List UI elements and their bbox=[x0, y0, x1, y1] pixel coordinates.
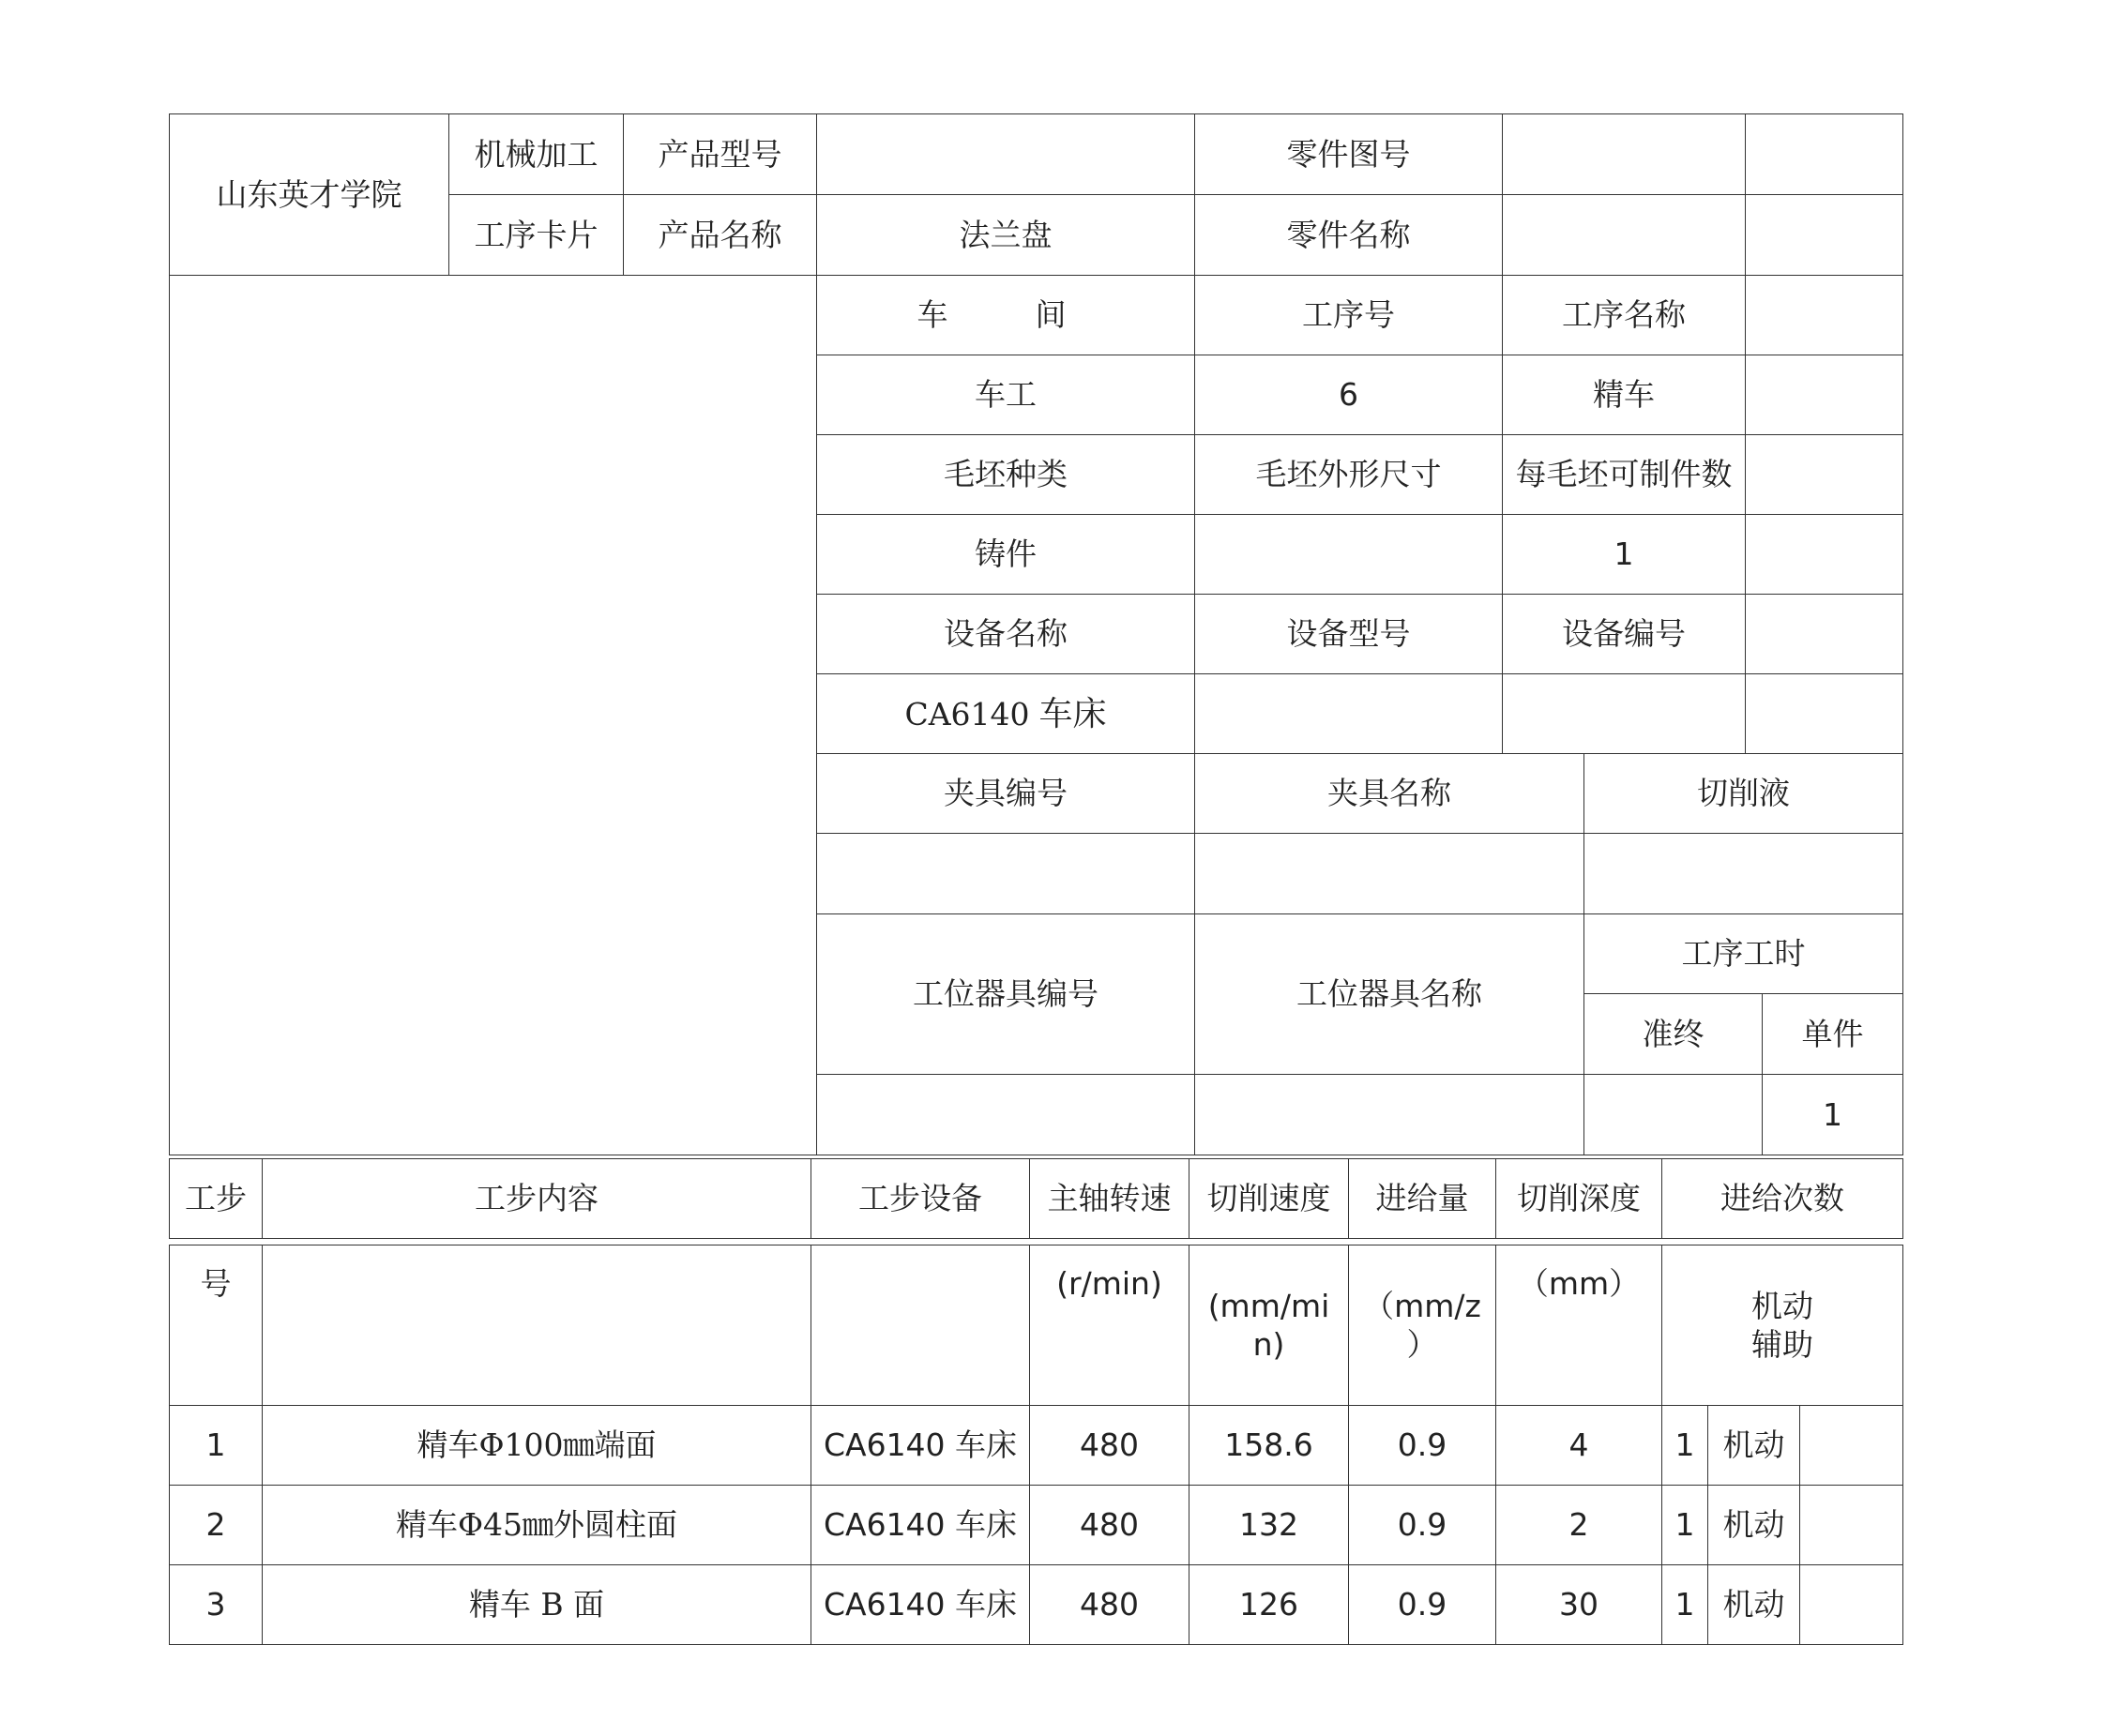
step-depth: 2 bbox=[1496, 1486, 1662, 1565]
col-passes-title: 进给次数 bbox=[1662, 1159, 1903, 1239]
step-passes: 1 bbox=[1662, 1486, 1708, 1565]
part-drawing-label: 零件图号 bbox=[1195, 114, 1503, 195]
info-blank-cell bbox=[1746, 515, 1903, 595]
process-steps-table bbox=[169, 1245, 1903, 1645]
unit-blank-cell bbox=[811, 1245, 1030, 1406]
step-mode: 机动 bbox=[1708, 1565, 1800, 1645]
passes-sub-header bbox=[1662, 1245, 1903, 1406]
passes-sub-machine: 机动 bbox=[1751, 1287, 1813, 1324]
step-passes: 1 bbox=[1662, 1406, 1708, 1486]
step-equipment: CA6140 车床 bbox=[811, 1486, 1030, 1565]
step-feed: 0.9 bbox=[1349, 1486, 1496, 1565]
school-name: 山东英才学院 bbox=[170, 114, 449, 276]
step-mode: 机动 bbox=[1708, 1486, 1800, 1565]
prep-time-value bbox=[1584, 1075, 1763, 1155]
fixture-no-value bbox=[817, 834, 1195, 914]
equipment-no-label: 设备编号 bbox=[1503, 595, 1746, 674]
step-depth: 4 bbox=[1496, 1406, 1662, 1486]
process-no-label: 工序号 bbox=[1195, 276, 1503, 355]
step-equipment: CA6140 车床 bbox=[811, 1406, 1030, 1486]
col-spindle-speed-title: 主轴转速 bbox=[1030, 1159, 1189, 1239]
step-title-row bbox=[169, 1158, 1903, 1239]
step-speed: 480 bbox=[1030, 1406, 1189, 1486]
equipment-model-code: CA6140 bbox=[904, 695, 1030, 732]
feed-unit-line-1: （mm/z bbox=[1363, 1287, 1481, 1324]
process-name-value: 精车 bbox=[1503, 355, 1746, 435]
station-tool-no-label: 工位器具编号 bbox=[817, 914, 1195, 1075]
step-extra-blank bbox=[1800, 1406, 1903, 1486]
info-blank-cell bbox=[1746, 595, 1903, 674]
step-extra-blank bbox=[1800, 1565, 1903, 1645]
col-step-equipment-title: 工步设备 bbox=[811, 1159, 1030, 1239]
step-cut-speed: 126 bbox=[1189, 1565, 1349, 1645]
blank-type-label: 毛坯种类 bbox=[817, 435, 1195, 515]
info-blank-cell bbox=[1746, 276, 1903, 355]
part-name-label: 零件名称 bbox=[1195, 195, 1503, 276]
col-step-no-suffix: 号 bbox=[200, 1265, 232, 1302]
blank-size-value bbox=[1195, 515, 1503, 595]
info-blank-cell bbox=[1746, 674, 1903, 754]
step-content: 精车Φ45㎜外圆柱面 bbox=[263, 1486, 811, 1565]
process-time-label: 工序工时 bbox=[1584, 914, 1903, 994]
table-row bbox=[170, 1406, 1903, 1486]
product-model-value bbox=[817, 114, 1195, 195]
spindle-speed-unit bbox=[1030, 1245, 1189, 1406]
step-mode: 机动 bbox=[1708, 1406, 1800, 1486]
passes-sub-auxiliary: 辅助 bbox=[1751, 1326, 1813, 1363]
feed-unit-line-2: ） bbox=[1406, 1326, 1438, 1363]
col-feed-title: 进给量 bbox=[1349, 1159, 1496, 1239]
part-name-value bbox=[1503, 195, 1746, 276]
process-card-table bbox=[169, 113, 1903, 1155]
cutting-speed-unit bbox=[1189, 1245, 1349, 1406]
workshop-value: 车工 bbox=[817, 355, 1195, 435]
equipment-name-value bbox=[817, 674, 1195, 754]
table-row bbox=[170, 1486, 1903, 1565]
equipment-no-value bbox=[1503, 674, 1746, 754]
step-content: 精车Φ100㎜端面 bbox=[263, 1406, 811, 1486]
step-depth: 30 bbox=[1496, 1565, 1662, 1645]
col-cutting-speed-title: 切削速度 bbox=[1189, 1159, 1349, 1239]
unit-time-value: 1 bbox=[1763, 1075, 1903, 1155]
coolant-label: 切削液 bbox=[1584, 754, 1903, 834]
step-speed: 480 bbox=[1030, 1486, 1189, 1565]
station-tool-no-value bbox=[817, 1075, 1195, 1155]
cutting-speed-unit-line-1: (mm/mi bbox=[1207, 1287, 1330, 1324]
unit-time-label: 单件 bbox=[1763, 994, 1903, 1075]
fixture-name-value bbox=[1195, 834, 1584, 914]
info-blank-cell bbox=[1746, 435, 1903, 515]
step-no: 2 bbox=[170, 1486, 263, 1565]
product-name-label: 产品名称 bbox=[624, 195, 817, 276]
parts-per-blank-value: 1 bbox=[1503, 515, 1746, 595]
fixture-no-label: 夹具编号 bbox=[817, 754, 1195, 834]
header-blank-cell bbox=[1746, 114, 1903, 195]
card-title-line-2: 工序卡片 bbox=[449, 195, 624, 276]
equipment-model-value bbox=[1195, 674, 1503, 754]
process-no-value: 6 bbox=[1195, 355, 1503, 435]
step-extra-blank bbox=[1800, 1486, 1903, 1565]
col-step-no-cont bbox=[170, 1245, 263, 1406]
equipment-model-label: 设备型号 bbox=[1195, 595, 1503, 674]
card-title-line-1: 机械加工 bbox=[449, 114, 624, 195]
part-drawing-value bbox=[1503, 114, 1746, 195]
step-feed: 0.9 bbox=[1349, 1565, 1496, 1645]
product-model-label: 产品型号 bbox=[624, 114, 817, 195]
depth-unit bbox=[1496, 1245, 1662, 1406]
header-blank-cell bbox=[1746, 195, 1903, 276]
depth-unit-text: （mm） bbox=[1517, 1265, 1641, 1302]
step-content: 精车 B 面 bbox=[263, 1565, 811, 1645]
equipment-name-label: 设备名称 bbox=[817, 595, 1195, 674]
col-step-no-title: 工步 bbox=[170, 1159, 263, 1239]
step-cut-speed: 132 bbox=[1189, 1486, 1349, 1565]
step-cut-speed: 158.6 bbox=[1189, 1406, 1349, 1486]
blank-type-value: 铸件 bbox=[817, 515, 1195, 595]
step-speed: 480 bbox=[1030, 1565, 1189, 1645]
product-name-value: 法兰盘 bbox=[817, 195, 1195, 276]
prep-time-label: 准终 bbox=[1584, 994, 1763, 1075]
info-blank-cell bbox=[1746, 355, 1903, 435]
feed-unit bbox=[1349, 1245, 1496, 1406]
station-tool-name-value bbox=[1195, 1075, 1584, 1155]
cutting-speed-unit-line-2: n) bbox=[1252, 1326, 1285, 1363]
workshop-label: 车 间 bbox=[817, 276, 1195, 355]
equipment-type: 车床 bbox=[1038, 694, 1107, 733]
spindle-speed-unit-text: (r/min) bbox=[1056, 1265, 1162, 1302]
step-passes: 1 bbox=[1662, 1565, 1708, 1645]
table-row bbox=[170, 1565, 1903, 1645]
fixture-name-label: 夹具名称 bbox=[1195, 754, 1584, 834]
step-equipment: CA6140 车床 bbox=[811, 1565, 1030, 1645]
step-feed: 0.9 bbox=[1349, 1406, 1496, 1486]
unit-blank-cell bbox=[263, 1245, 811, 1406]
coolant-value bbox=[1584, 834, 1903, 914]
step-no: 3 bbox=[170, 1565, 263, 1645]
parts-per-blank-label: 每毛坯可制件数 bbox=[1503, 435, 1746, 515]
col-step-content-title: 工步内容 bbox=[263, 1159, 811, 1239]
station-tool-name-label: 工位器具名称 bbox=[1195, 914, 1584, 1075]
blank-size-label: 毛坯外形尺寸 bbox=[1195, 435, 1503, 515]
process-name-label: 工序名称 bbox=[1503, 276, 1746, 355]
col-depth-title: 切削深度 bbox=[1496, 1159, 1662, 1239]
process-sketch-area bbox=[170, 276, 817, 1155]
step-no: 1 bbox=[170, 1406, 263, 1486]
